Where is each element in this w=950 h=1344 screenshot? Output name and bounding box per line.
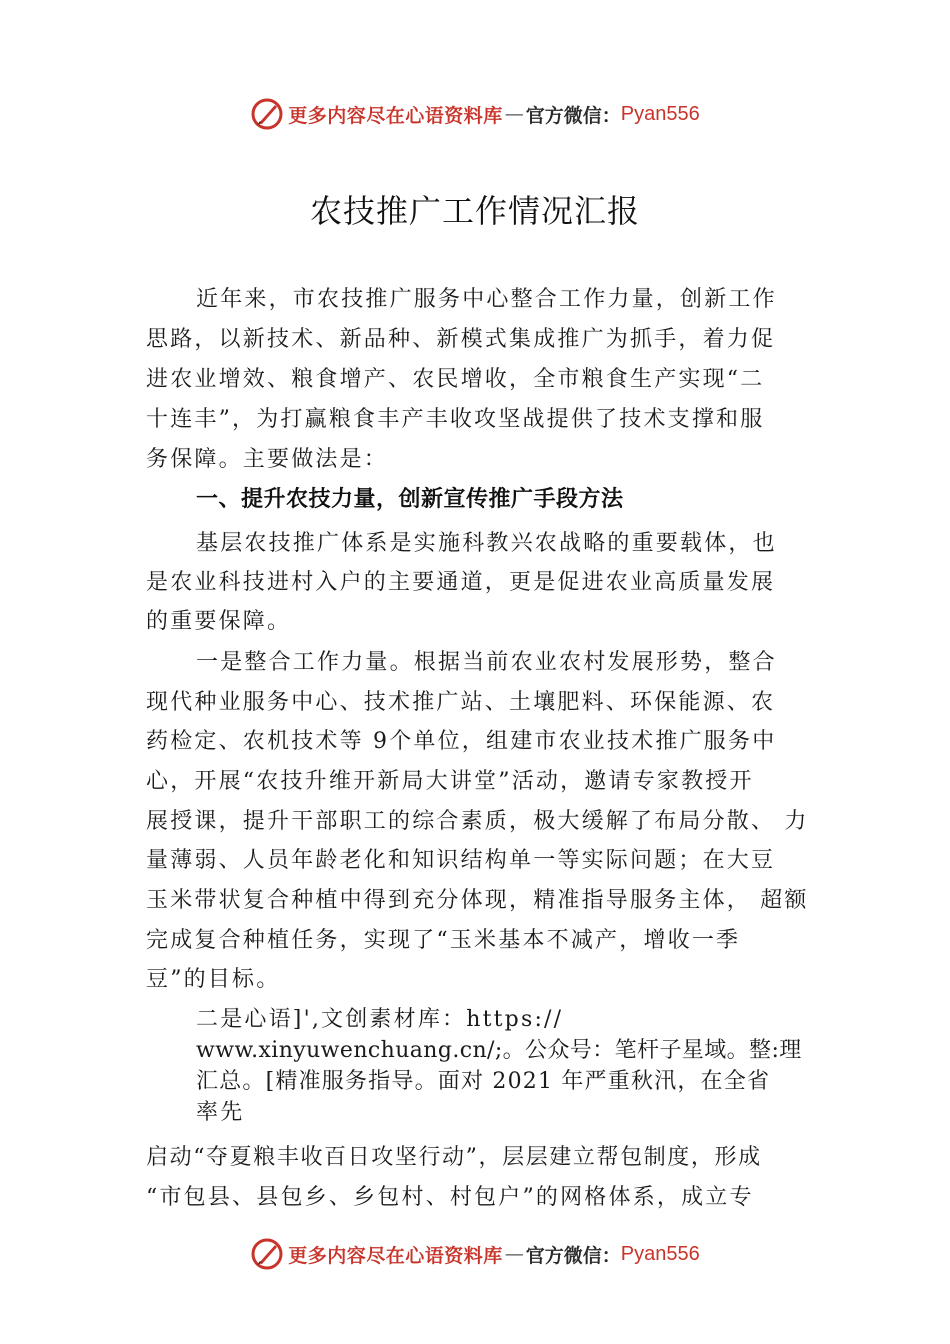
intro-line-2: 思路，以新技术、新品种、新模式集成推广为抓手，着力促 [146,327,776,352]
section-1-heading: 一、提升农技力量，创新宣传推广手段方法 [196,487,624,512]
intro-line-1: 近年来，市农技推广服务中心整合工作力量，创新工作 [196,287,777,312]
quill-logo-icon [250,97,284,131]
item1-line-4: 心，开展“农技升维开新局大讲堂”活动，邀请专家教授开 [146,769,754,794]
item2-line-3: 汇总。[精准服务指导。面对 2021 年严重秋汛，在全省 [196,1069,771,1094]
quill-logo-icon [250,1237,284,1271]
section1-line-1: 基层农技推广体系是实施科教兴农战略的重要载体，也 [196,531,777,556]
item2-line-2: www.xinyuwenchuang.cn/;。公众号：笔杆子星域。整:理 [196,1038,802,1063]
header-banner [0,92,950,136]
item1-line-7: 玉米带状复合种植中得到充分体现，精准指导服务主体， 超额 [146,888,809,913]
section1-line-3: 的重要保障。 [146,609,292,634]
item1-line-6: 量薄弱、人员年龄老化和知识结构单一等实际问题；在大豆 [146,848,776,873]
banner-wechat-label: 官方微信： [525,1244,621,1267]
continuation-line-1: 启动“夺夏粮丰收百日攻坚行动”，层层建立帮包制度，形成 [146,1145,762,1170]
item1-line-5: 展授课，提升干部职工的综合素质，极大缓解了布局分散、 力 [146,809,809,834]
banner-wechat-label: 官方微信： [525,104,621,127]
banner-library-text: 更多内容尽在心语资料库 [288,104,503,127]
item1-line-9: 豆”的目标。 [146,967,281,992]
item2-line-4: 率先 [196,1100,245,1125]
banner-dash: — [504,103,524,125]
banner-wechat-handle: Pyan556 [620,1242,700,1265]
item2-line-1: 二是心语]',文创素材库：https:// [196,1007,564,1032]
item1-line-3: 药检定、农机技术等 9个单位，组建市农业技术推广服务中 [146,729,777,754]
intro-line-3: 进农业增效、粮食增产、农民增收，全市粮食生产实现“二 [146,367,765,392]
continuation-line-2: “市包县、县包乡、乡包村、村包户”的网格体系，成立专 [146,1185,754,1210]
banner-wechat-handle: Pyan556 [620,102,700,125]
item1-line-2: 现代种业服务中心、技术推广站、土壤肥料、环保能源、农 [146,690,776,715]
footer-banner [0,1232,950,1276]
intro-line-4: 十连丰”，为打赢粮食丰产丰收攻坚战提供了技术支撑和服 [146,407,765,432]
intro-line-5: 务保障。主要做法是： [146,447,389,472]
item1-line-1: 一是整合工作力量。根据当前农业农村发展形势，整合 [196,650,777,675]
document-title: 农技推广工作情况汇报 [309,192,640,230]
section1-line-2: 是农业科技进村入户的主要通道，更是促进农业高质量发展 [146,570,776,595]
banner-library-text: 更多内容尽在心语资料库 [288,1244,503,1267]
banner-dash: — [504,1243,524,1265]
item1-line-8: 完成复合种植任务，实现了“玉米基本不减产，增收一季 [146,928,741,953]
